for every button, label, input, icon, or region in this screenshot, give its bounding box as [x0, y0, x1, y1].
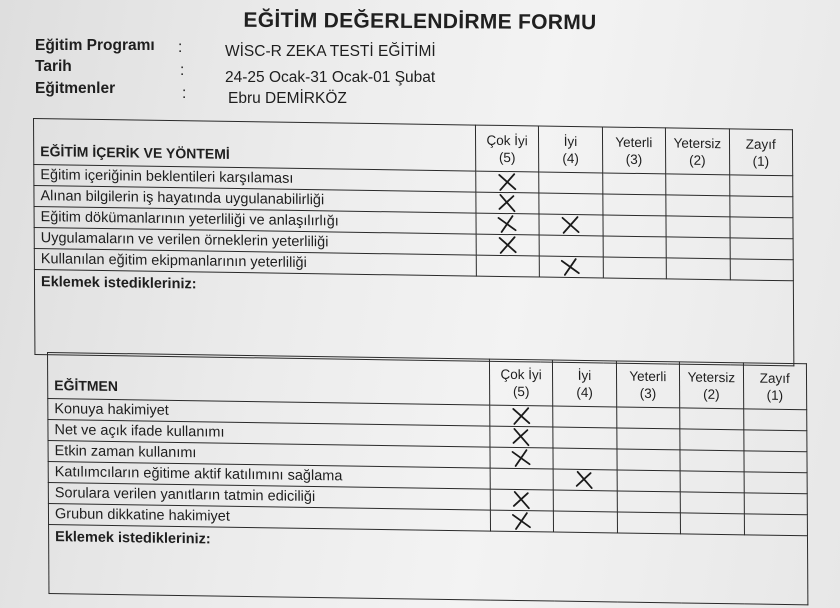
- scale-header-1: [743, 363, 807, 410]
- rating-cell-5[interactable]: [490, 426, 554, 448]
- content-method-notes-row: [34, 270, 793, 366]
- scale-number: (2): [703, 386, 720, 402]
- scale-label: Çok İyi: [500, 366, 542, 382]
- rating-cell-1[interactable]: [730, 238, 794, 260]
- scale-label: İyi: [577, 367, 592, 383]
- rating-cell-1[interactable]: [744, 514, 808, 536]
- rating-cell-5[interactable]: [490, 510, 554, 532]
- rating-cell-4[interactable]: [539, 193, 603, 215]
- notes-field[interactable]: Eklemek istedikleriniz:: [49, 525, 808, 605]
- criteria-label: Katılımcıların eğitime aktif katılımını sağlama: [48, 462, 490, 490]
- scale-number: (4): [562, 150, 579, 166]
- trainer-notes-row: [49, 525, 808, 605]
- rating-cell-3[interactable]: [602, 173, 666, 195]
- trainer-body: [48, 353, 808, 605]
- criteria-label: Net ve açık ifade kullanımı: [48, 420, 490, 448]
- rating-cell-4[interactable]: [553, 490, 617, 512]
- handwritten-x-icon: [496, 193, 518, 213]
- scale-label: Yetersiz: [673, 135, 722, 151]
- trainers-value: Ebru DEMİRKÖZ: [228, 90, 347, 107]
- rating-cell-2[interactable]: [666, 195, 730, 217]
- scale-label: Çok İyi: [486, 132, 528, 148]
- rating-cell-2[interactable]: [680, 492, 744, 514]
- content-method-body: [34, 119, 794, 366]
- criteria-label: Sorulara verilen yanıtların tatmin ediciliği: [48, 483, 490, 511]
- rating-cell-3[interactable]: [603, 257, 667, 279]
- handwritten-x-icon: [510, 406, 532, 426]
- trainer-section-title: EĞİTMEN: [48, 353, 490, 406]
- scale-number: (1): [766, 387, 784, 403]
- scale-number: (3): [639, 385, 657, 401]
- scale-header-2: [680, 362, 744, 409]
- rating-cell-5[interactable]: [490, 447, 554, 469]
- rating-cell-1[interactable]: [743, 430, 807, 452]
- rating-cell-2[interactable]: [680, 513, 744, 535]
- criteria-label: Uygulamaların ve verilen örneklerin yeterliliği: [34, 228, 476, 256]
- scale-number: (5): [498, 149, 516, 165]
- scale-label: Zayıf: [745, 136, 776, 152]
- rating-cell-1[interactable]: [743, 409, 807, 431]
- form-title: EĞİTİM DEĞERLENDİRME FORMU: [243, 8, 597, 35]
- rating-cell-3[interactable]: [617, 512, 681, 534]
- rating-cell-5[interactable]: [476, 255, 540, 277]
- rating-cell-3[interactable]: [603, 236, 667, 258]
- handwritten-x-icon: [574, 470, 596, 490]
- rating-cell-4[interactable]: [539, 172, 603, 194]
- rating-cell-5[interactable]: [490, 468, 554, 490]
- program-label: Eğitim Programı: [35, 37, 155, 54]
- rating-cell-3[interactable]: [603, 194, 667, 216]
- date-label: Tarih: [35, 58, 72, 75]
- program-row: [35, 37, 155, 55]
- scale-label: Yeterli: [629, 368, 667, 384]
- trainers-label: Eğitmenler: [35, 80, 116, 97]
- rating-cell-1[interactable]: [729, 175, 793, 197]
- program-colon: :: [178, 39, 183, 56]
- handwritten-x-icon: [497, 235, 519, 255]
- rating-cell-3[interactable]: [616, 407, 680, 429]
- scale-header-4: [539, 126, 603, 173]
- criteria-label: Eğitim içeriğinin beklentileri karşılaması: [34, 165, 476, 193]
- scale-number: (2): [689, 152, 706, 168]
- rating-cell-4[interactable]: [539, 235, 603, 257]
- rating-cell-4[interactable]: [553, 406, 617, 428]
- rating-cell-5[interactable]: [476, 171, 540, 193]
- rating-cell-4[interactable]: [553, 448, 617, 470]
- content-method-section-title: EĞİTİM İÇERİK VE YÖNTEMİ: [34, 119, 476, 172]
- trainer-table: [47, 352, 808, 605]
- handwritten-x-icon: [560, 215, 582, 235]
- date-row: [35, 58, 72, 76]
- rating-cell-2[interactable]: [666, 174, 730, 196]
- handwritten-x-icon: [560, 257, 582, 277]
- rating-cell-2[interactable]: [666, 216, 730, 238]
- date-value: 24-25 Ocak-31 Ocak-01 Şubat: [225, 69, 436, 86]
- rating-cell-3[interactable]: [617, 428, 681, 450]
- date-colon: :: [180, 62, 185, 79]
- scale-label: İyi: [563, 133, 578, 149]
- scale-header-5: [475, 125, 539, 172]
- scale-header-4: [553, 360, 617, 407]
- rating-cell-1[interactable]: [743, 451, 807, 473]
- scale-header-3: [602, 127, 666, 174]
- rating-cell-2[interactable]: [666, 258, 730, 280]
- trainers-row: [35, 80, 115, 98]
- rating-cell-1[interactable]: [729, 196, 793, 218]
- scale-header-2: [666, 128, 730, 175]
- criteria-label: Alınan bilgilerin iş hayatında uygulanabilirliği: [34, 186, 476, 214]
- rating-cell-5[interactable]: [476, 234, 540, 256]
- rating-cell-4[interactable]: [554, 511, 618, 533]
- rating-cell-3[interactable]: [617, 449, 681, 471]
- scale-label: Yeterli: [615, 134, 653, 150]
- rating-cell-2[interactable]: [680, 429, 744, 451]
- scale-number: (5): [512, 383, 530, 399]
- rating-cell-5[interactable]: [490, 489, 554, 511]
- rating-cell-3[interactable]: [617, 470, 681, 492]
- handwritten-x-icon: [511, 490, 533, 510]
- handwritten-x-icon: [497, 214, 519, 234]
- rating-cell-2[interactable]: [680, 450, 744, 472]
- criteria-label: Eğitim dökümanlarının yeterliliği ve anlaşılırlığı: [34, 207, 476, 235]
- rating-cell-3[interactable]: [617, 491, 681, 513]
- rating-cell-4[interactable]: [539, 214, 603, 236]
- rating-cell-1[interactable]: [730, 259, 794, 281]
- scale-header-3: [616, 361, 680, 408]
- scale-label: Zayıf: [759, 370, 790, 386]
- scale-number: (3): [625, 151, 643, 167]
- rating-cell-2[interactable]: [666, 237, 730, 259]
- rating-cell-2[interactable]: [680, 471, 744, 493]
- notes-field[interactable]: Eklemek istedikleriniz:: [34, 270, 793, 366]
- rating-cell-5[interactable]: [476, 213, 540, 235]
- trainers-colon: :: [182, 85, 187, 102]
- scale-header-1: [729, 129, 793, 176]
- handwritten-x-icon: [510, 427, 532, 447]
- criteria-label: Kullanılan eğitim ekipmanlarının yeterliliği: [34, 249, 476, 277]
- handwritten-x-icon: [511, 511, 533, 531]
- scale-number: (4): [576, 384, 593, 400]
- criteria-label: Grubun dikkatine hakimiyet: [48, 504, 490, 532]
- handwritten-x-icon: [511, 448, 533, 468]
- criteria-label: Etkin zaman kullanımı: [48, 441, 490, 469]
- program-value: WİSC-R ZEKA TESTİ EĞİTİMİ: [225, 43, 436, 60]
- rating-cell-3[interactable]: [603, 215, 667, 237]
- scale-label: Yetersiz: [687, 369, 736, 385]
- handwritten-x-icon: [496, 172, 518, 192]
- scale-header-5: [489, 359, 553, 406]
- rating-cell-1[interactable]: [744, 493, 808, 515]
- rating-cell-5[interactable]: [490, 405, 554, 427]
- rating-cell-4[interactable]: [553, 469, 617, 491]
- scale-number: (1): [752, 153, 770, 169]
- criteria-label: Konuya hakimiyet: [48, 399, 490, 427]
- rating-cell-4[interactable]: [553, 427, 617, 449]
- content-method-table: [33, 118, 794, 366]
- rating-cell-1[interactable]: [744, 472, 808, 494]
- rating-cell-5[interactable]: [476, 192, 540, 214]
- rating-cell-4[interactable]: [539, 256, 603, 278]
- rating-cell-1[interactable]: [729, 217, 793, 239]
- rating-cell-2[interactable]: [680, 408, 744, 430]
